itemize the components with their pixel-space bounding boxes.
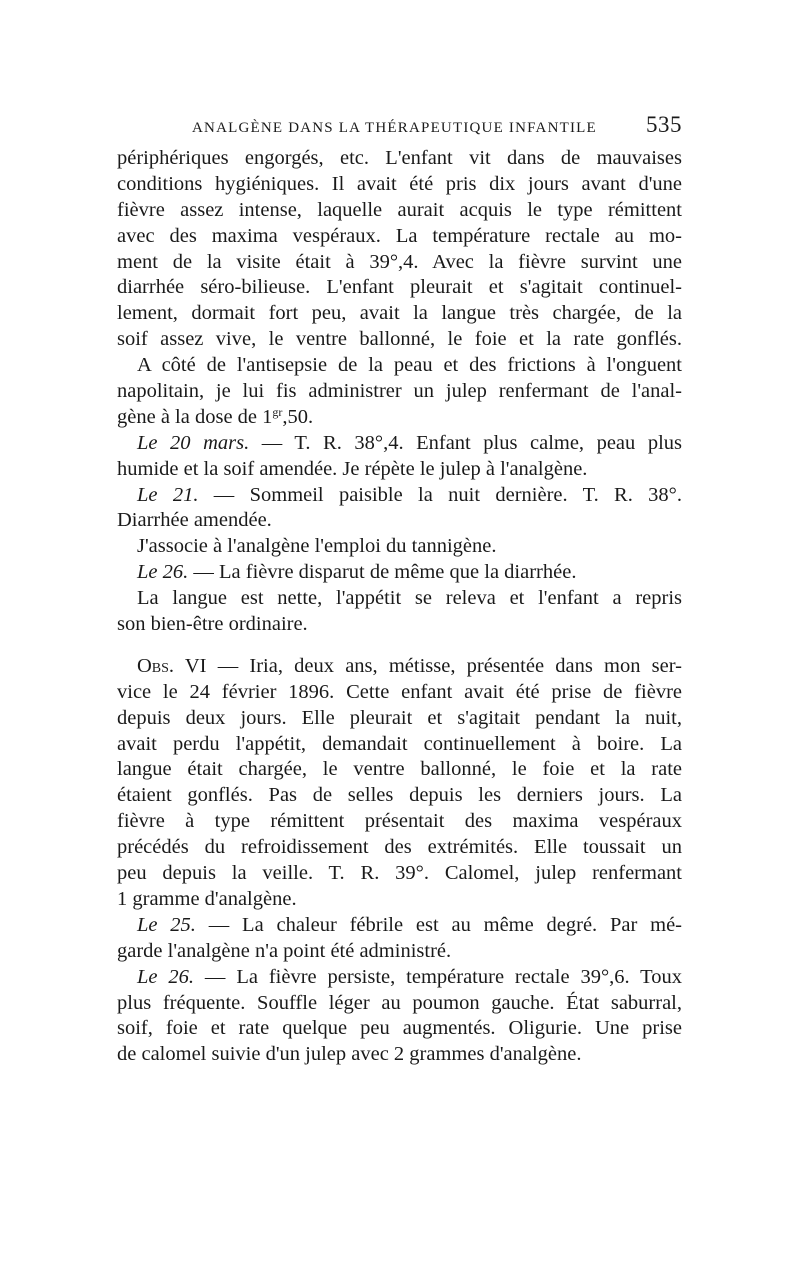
text-line: La langue est nette, l'appétit se releva et l'enfant a repris xyxy=(137,587,682,610)
entry-date: Le 26. xyxy=(137,965,195,988)
text-line: humide et la soif amendée. Je répète le julep à l'analgène. xyxy=(117,457,588,480)
text-line xyxy=(117,654,682,680)
text-line: fièvre à type rémittent présentait des maxima vespéraux xyxy=(117,810,682,833)
text-line: langue était chargée, le ventre ballonné, le foie et la rate xyxy=(117,758,682,781)
text-line: étaient gonflés. Pas de selles depuis les derniers jours. La xyxy=(117,784,682,807)
paragraph-entry-20-mars xyxy=(117,431,682,483)
text-line: soif, foie et rate quelque peu augmentés. Oligurie. Une prise xyxy=(117,1017,682,1040)
paragraph-entry-25 xyxy=(117,913,682,965)
text-line xyxy=(117,405,682,431)
entry-text: — T. R. 38°,4. Enfant plus calme, peau plus xyxy=(249,431,682,454)
text-line: Diarrhée amendée. xyxy=(117,509,272,532)
observation-text: — Iria, deux ans, métisse, présentée dans mon ser- xyxy=(206,654,682,677)
book-page xyxy=(117,112,682,1068)
text-line: plus fréquente. Souffle léger au poumon gauche. État saburral, xyxy=(117,991,682,1014)
text-line xyxy=(117,965,682,991)
text-line: fièvre assez intense, laquelle aurait acquis le type rémittent xyxy=(117,198,682,221)
entry-date: Le 25. xyxy=(137,913,196,936)
paragraph-entry-26-obs xyxy=(117,965,682,1069)
text-line: J'associe à l'analgène l'emploi du tannigène. xyxy=(137,535,497,558)
text-line: conditions hygiéniques. Il avait été pris dix jours avant d'une xyxy=(117,172,682,195)
entry-date: Le 26. xyxy=(137,561,189,584)
entry-date: Le 21. xyxy=(137,483,199,506)
text-line: ment de la visite était à 39°,4. Avec la fièvre survint une xyxy=(117,250,682,273)
text-line: avait perdu l'appétit, demandait continuellement à boire. La xyxy=(117,732,682,755)
entry-text: — La fièvre disparut de même que la diarrhée. xyxy=(188,561,577,584)
text-line: précédés du refroidissement des extrémités. Elle toussait un xyxy=(117,836,682,859)
paragraph-treatment xyxy=(117,353,682,431)
text-line: diarrhée séro-bilieuse. L'enfant pleurait et s'agitait continuel- xyxy=(117,276,682,299)
section-gap xyxy=(117,638,682,654)
text-line: périphériques engorgés, etc. L'enfant vit dans de mauvaises xyxy=(117,147,682,169)
entry-text: — Sommeil paisible la nuit dernière. T. R. 38°. xyxy=(198,483,682,506)
paragraph-observation-vi xyxy=(117,654,682,913)
text-line xyxy=(117,431,682,457)
paragraph-tannigene xyxy=(117,534,682,560)
text-line: de calomel suivie d'un julep avec 2 grammes d'analgène. xyxy=(117,1043,582,1066)
text-line: soif assez vive, le ventre ballonné, le foie et la rate gonflés. xyxy=(117,328,682,351)
text-line xyxy=(117,560,682,586)
dose-value: ,50. xyxy=(282,405,314,428)
text-line: vice le 24 février 1896. Cette enfant avait été prise de fièvre xyxy=(117,680,682,703)
entry-text: — La chaleur fébrile est au même degré. Par mé- xyxy=(195,913,682,936)
paragraph-entry-21 xyxy=(117,483,682,535)
paragraph-recovery xyxy=(117,586,682,638)
text-line: 1 gramme d'analgène. xyxy=(117,887,297,910)
paragraph-case-continuation xyxy=(117,146,682,353)
running-title: ANALGÈNE DANS LA THÉRAPEUTIQUE INFANTILE xyxy=(192,120,597,136)
text-line: napolitain, je lui fis administrer un julep renfermant de l'anal- xyxy=(117,380,682,403)
entry-text: — La fièvre persiste, température rectale 39°,6. Toux xyxy=(194,965,683,988)
text-line: A côté de l'antisepsie de la peau et des frictions à l'onguent xyxy=(137,354,682,377)
dose-unit: gr xyxy=(272,404,283,419)
text-line: lement, dormait fort peu, avait la langue très chargée, de la xyxy=(117,302,682,325)
running-head xyxy=(117,112,682,146)
entry-date: Le 20 mars. xyxy=(137,431,250,454)
text-line: peu depuis la veille. T. R. 39°. Calomel, julep renfermant xyxy=(117,862,682,885)
text-line: garde l'analgène n'a point été administré. xyxy=(117,939,452,962)
text-line: depuis deux jours. Elle pleurait et s'agitait pendant la nuit, xyxy=(117,706,682,729)
text-line: avec des maxima vespéraux. La température rectale au mo- xyxy=(117,224,682,247)
page-number: 535 xyxy=(646,112,682,137)
paragraph-entry-26 xyxy=(117,560,682,586)
observation-label: Obs. VI xyxy=(137,654,207,677)
text-line xyxy=(117,483,682,509)
dose-text: gène à la dose de 1 xyxy=(117,405,273,428)
text-line: son bien-être ordinaire. xyxy=(117,613,308,636)
text-line xyxy=(117,913,682,939)
